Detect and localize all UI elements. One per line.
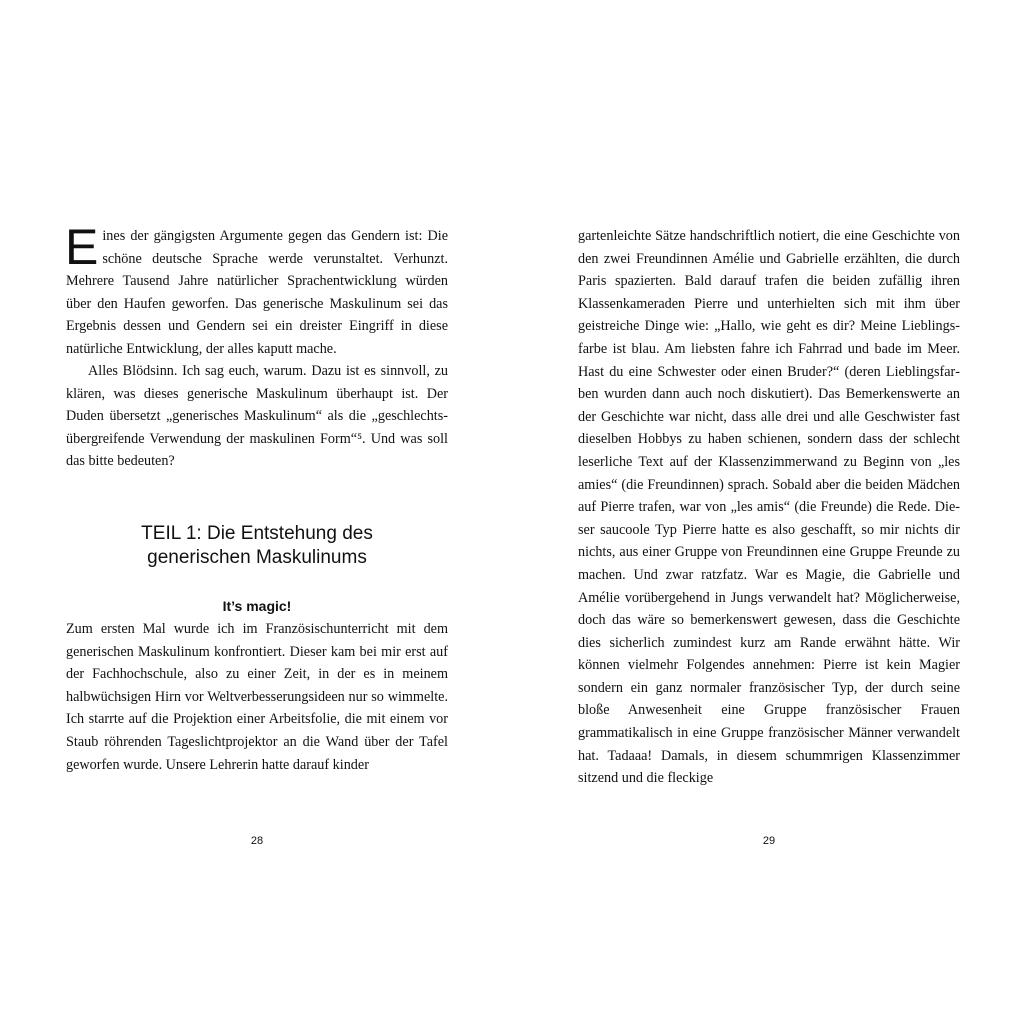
intro-paragraph-text: ines der gängigsten Argumente gegen das Gendern ist: Die schöne deutsche Sprache werde verunstaltet. Verhunzt. Mehrere Tausend Jahre natürlicher Sprachentwicklung würden über den Haufen geworfen. Das generische Maskulinum sei das Ergebnis dessen und Gendern sei ein dreister Eingriff in diese natürliche Entwicklung, der alles kaputt mache. bbox=[66, 228, 448, 357]
page-number-left: 28 bbox=[250, 835, 264, 847]
intro-paragraph bbox=[65, 219, 448, 361]
story-paragraph: gartenleichte Sätze handschriftlich notiert, die eine Geschichte von den zwei Freundinnen Amélie und Gabrielle erzählten, die durch Paris spazierten. Bald darauf trafen die beiden zufällig ihren Klassenkameraden Pierre und unterhielten sich mit ihm über geistreiche Dinge wie: „Hallo, wie geht es dir? Meine Lieblingsfarbe ist blau. Am liebsten fahre ich Fahrrad und bade im Meer. Hast du eine Schwester oder einen Bruder?“ (deren Lieblingsfarben wurden dann auch noch diskutiert). Das Bemerkenswerte an der Geschichte war nicht, dass alle drei und alle Geschwister fast dieselben Hobbys zu haben schienen, sondern dass der schlecht leserliche Text auf der Klassenzimmerwand zu Beginn von „les amies“ (die Freundinnen) sprach. Sobald aber die beiden Mädchen auf Pierre trafen, war von „les amis“ (die Freunde) die Rede. Dieser saucoole Typ Pierre hatte es also geschafft, so mir nichts dir nichts, aus einer Gruppe von Freundinnen eine Gruppe Freunde zu machen. Und zwar ratzfatz. War es Magie, die Gabrielle und Amélie vorübergehend in Jungs verwandelt hat? Möglicherweise, doch das wäre so bemerkenswert gewesen, dass die Geschichte dies sicherlich zumindest kurz am Rande erwähnt hätte. Wir können vielmehr Folgendes annehmen: Pierre ist kein Magier sondern ein ganz normaler französischer Typ, der durch seine bloße Anwesenheit eine Gruppe französischer Frauen grammatikalisch in eine Gruppe französischer Männer verwandelt hat. Tadaaa! Damals, in diesem schummrigen Klassenzimmer sitzend und die fleckige bbox=[578, 228, 960, 787]
french-class-paragraph: Zum ersten Mal wurde ich im Französischunterricht mit dem generischen Maskulinum konfrontiert. Dieser kam bei mir erst auf der Fachhochschule, also zu einer Zeit, in der es in meinem halbwüchsigen Hirn vor Weltverbesserungsideen nur so wimmelte. Ich starrte auf die Projektion einer Arbeitsfolie, die mit einem vor Staub röhrenden Tageslichtprojektor an die Wand über der Tafel geworfen wurde. Unsere Lehrerin hatte darauf kinder bbox=[66, 621, 448, 773]
chapter-title-line-1: TEIL 1: Die Entstehung des bbox=[141, 523, 373, 544]
left-page bbox=[66, 0, 448, 1024]
section-subheading: It’s magic! bbox=[222, 598, 292, 614]
duden-paragraph: Alles Blödsinn. Ich sag euch, warum. Dazu ist es sinnvoll, zu klären, was dieses generische Maskulinum überhaupt ist. Der Duden übersetzt „generisches Maskulinum“ als die „geschlechtsübergreifende Verwendung der maskulinen Form“⁵. Und was soll das bitte bedeuten? bbox=[66, 363, 448, 470]
right-page bbox=[578, 0, 960, 1024]
chapter-title bbox=[66, 522, 448, 570]
page-number-right: 29 bbox=[762, 835, 776, 847]
drop-cap: E bbox=[65, 219, 99, 275]
chapter-title-line-2: generischen Maskulinums bbox=[147, 547, 367, 568]
